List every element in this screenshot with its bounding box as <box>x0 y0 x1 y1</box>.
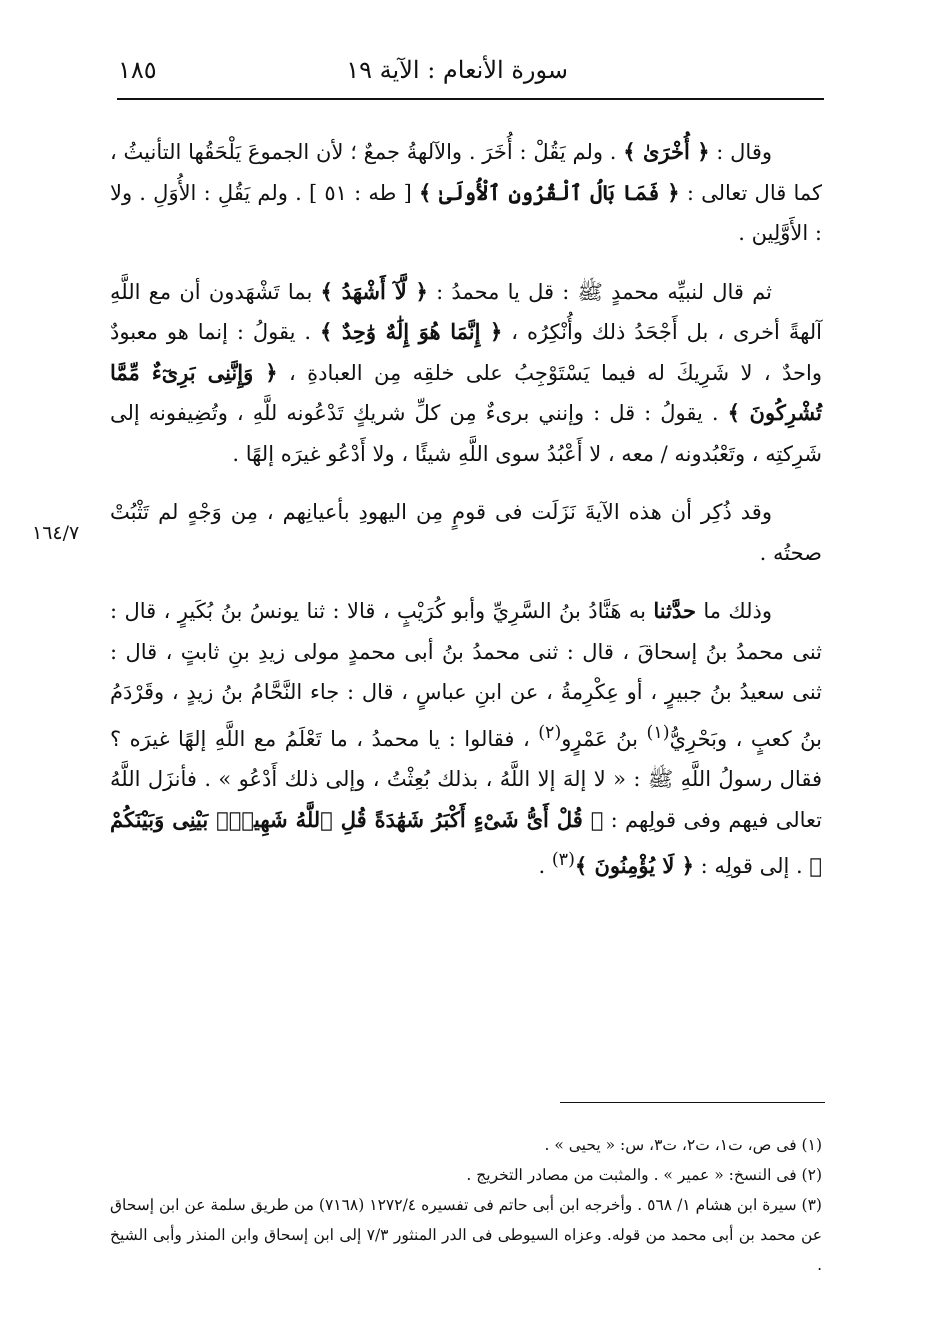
footnote-marker: (٣) <box>551 850 575 870</box>
paragraph <box>110 272 822 475</box>
text-run: به هَنَّادُ بنُ السَّرِيِّ وأبو كُرَيْبٍ ، قالا : ثنا يونسُ بنُ بُكَيرٍ ، قال : ثنى محمدُ بنُ إسحاقَ ، قال : ثنى محمدُ بنُ أبى محمدٍ مولى زيدِ بنِ ثابتٍ ، قال : ثنى سعيدُ بنُ جبيرٍ ، أو عِكْرِمةُ ، عن ابنِ عباسٍ ، قال : جاء النَّحَّامُ بنُ زيدٍ ، وقَرْدَمُ بنُ كعبٍ ، وبَحْرِيُّ <box>110 599 822 751</box>
text-run: وذلك ما <box>695 599 773 623</box>
text-run: وقد ذُكِر أن هذه الآيةَ نَزَلَت فى قومٍ مِن اليهودِ بأعيانِهم ، مِن وَجْهٍ لم تَثْبُتْ صحتُه . <box>110 500 822 565</box>
body-text <box>110 132 822 905</box>
footnote-marker: (١) <box>646 722 670 743</box>
text-run: . يقولُ : قل : وإنني برىءٌ مِن كلِّ شريكٍ تَدْعُونه للَّهِ ، وتُضِيفونه إلى شَرِكتِه ، وتَعْبُدونه / معه ، لا أَعْبُدُ سوى اللَّهِ شيئًا ، ولا أَدْعُو غيرَه إلهًا . <box>110 401 822 466</box>
footnotes <box>110 1130 822 1280</box>
footnote-marker: (٢) <box>538 722 562 743</box>
bold-term: حدَّثنا <box>653 598 696 623</box>
text-run: . يقولُ : إنما هو معبودٌ واحدٌ ، لا شَرِيكَ له فيما يَسْتَوْجِبُ على خلقِه مِن العبادةِ ، <box>110 320 822 385</box>
running-title: سورة الأنعام : الآية ١٩ <box>346 56 568 84</box>
footnote: (٢) فى النسخ: « عمير » . والمثبت من مصادر التخريج . <box>466 1166 822 1184</box>
quran-quote: ﴿ إِنَّمَا هُوَ إِلَٰهٌ وَٰحِدٌ ﴾ <box>320 319 503 344</box>
page-header <box>118 52 823 96</box>
margin-note: ١٦٤/٧ <box>32 522 80 544</box>
quran-quote: ﴿ أُخْرَىٰ ﴾ <box>623 139 710 164</box>
paragraph <box>110 132 822 254</box>
text-run: ثم قال لنبيِّه محمدٍ ﷺ : قل يا محمدُ : <box>427 279 773 304</box>
quran-quote: ﴿ لَّآ أَشْهَدُ ﴾ <box>320 278 428 304</box>
page-number: ١٨٥ <box>118 56 157 84</box>
text-run: [ طه : ٥١ ] . ولم يَقُلِ : الأُوَلِ . ولا : الأَوَّلِين . <box>110 180 822 245</box>
text-run: . إلى قولِه : <box>693 854 810 878</box>
quran-quote: ﴿ قُلْ أَىُّ شَىْءٍ أَكْبَرُ شَهَٰدَةً قُلِ ٱللَّهُ شَهِيدٌۢ بَيْنِى وَبَيْنَكُمْ ﴾ <box>110 806 822 878</box>
text-run: بما تَشْهَدون أن مع اللَّهِ آلهةً أخرى ، بل أَجْحَدُ ذلك وأُنْكِرُه ، <box>110 279 822 344</box>
header-rule <box>117 98 824 100</box>
quran-quote: ﴿ فَمَا بَالُ ٱلْقُرُونِ ٱلْأُولَىٰ ﴾ <box>418 179 680 205</box>
footnote: (١) فى ص، ت١، ت٢، ت٣، س: « يحيى » . <box>544 1136 822 1154</box>
footnote-separator <box>560 1102 825 1103</box>
text-run: ، فقالوا : يا محمدُ ، ما تَعْلَمُ مع اللَّهِ إلهًا غيرَه ؟ فقال رسولُ اللَّهِ ﷺ : « لا إلهَ إلا اللَّهُ ، بذلك بُعِثْتُ ، وإلى ذلك أَدْعُو » . فأنزَل اللَّهُ تعالى فيهم وفى قولِهم : <box>110 726 822 832</box>
footnote: (٣) سيرة ابن هشام ١/ ٥٦٨ . وأخرجه ابن أبى حاتم فى تفسيره ١٢٧٢/٤ (٧١٦٨) من طريق سلمة عن ابن إسحاق عن محمد بن أبى محمد من قوله. وعزاه السيوطى فى الدر المنثور ٧/٣ إلى ابن إسحاق وابن المنذر وأبى الشيخ . <box>110 1196 822 1274</box>
quran-quote: ﴿ وَإِنَّنِى بَرِىٓءٌ مِّمَّا تُشْرِكُونَ ﴾ <box>110 359 822 425</box>
paragraph <box>110 591 822 887</box>
quran-quote: ﴿ لَا يُؤْمِنُونَ ﴾ <box>574 853 694 878</box>
text-run: . ولم يَقُلْ : أُخَرَ . والآلهةُ جمعٌ ؛ لأن الجموعَ يَلْحَقُها التأنيثُ ، كما قال تعالى : <box>110 140 822 205</box>
paragraph <box>110 492 822 573</box>
text-run: بنُ عَمْرٍو <box>561 726 647 751</box>
text-run: . <box>538 854 552 878</box>
text-run: وقال : <box>709 140 773 164</box>
